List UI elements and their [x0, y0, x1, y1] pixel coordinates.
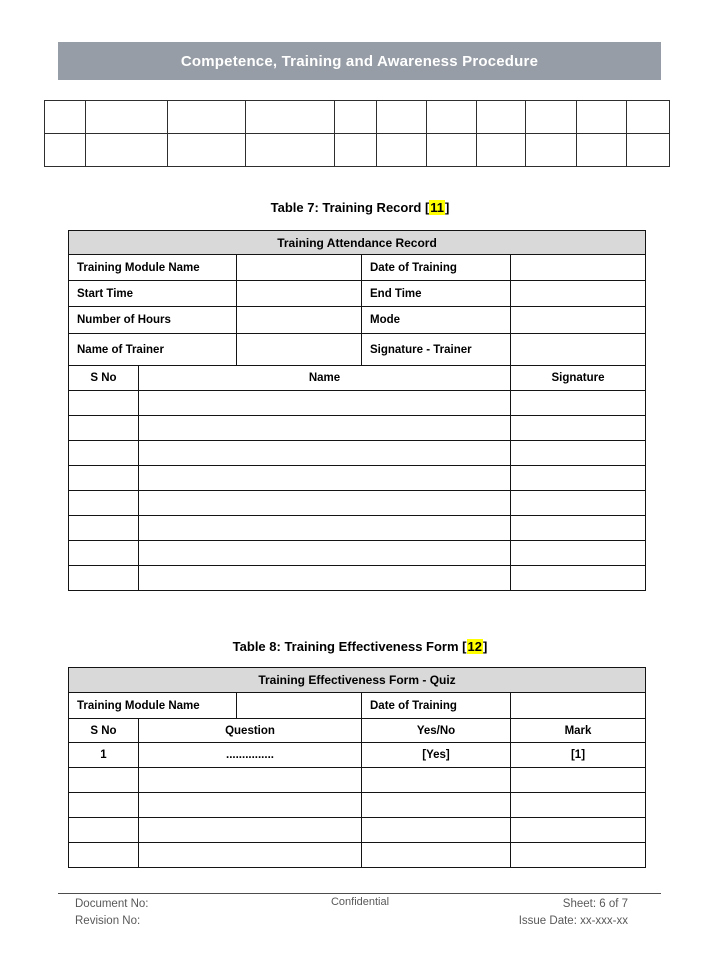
- empty-cell: [69, 566, 139, 591]
- quiz-empty-row: [69, 843, 646, 868]
- grid-cell: [427, 101, 477, 134]
- empty-cell: [511, 416, 646, 441]
- field-value-cell: [237, 255, 362, 281]
- field-value-cell: [511, 693, 646, 719]
- empty-cell: [69, 793, 139, 818]
- footer-sheet: Sheet: 6 of 7: [562, 898, 628, 910]
- attendance-empty-row: [69, 391, 646, 416]
- table8-caption-suffix: ]: [482, 639, 488, 654]
- quiz-field-row: [69, 693, 646, 719]
- top-grid-table: [44, 100, 670, 167]
- column-header-name: Name: [139, 366, 511, 391]
- field-value-cell: [237, 307, 362, 334]
- grid-cell: [246, 134, 335, 167]
- attendance-empty-row: [69, 541, 646, 566]
- field-label: Date of Training: [362, 693, 511, 719]
- empty-cell: [139, 566, 511, 591]
- attendance-field-row: [69, 307, 646, 334]
- attendance-empty-row: [69, 566, 646, 591]
- empty-cell: [511, 516, 646, 541]
- empty-cell: [139, 491, 511, 516]
- empty-cell: [139, 843, 362, 868]
- field-label: Mode: [362, 307, 511, 334]
- quiz-header-row: [69, 719, 646, 743]
- grid-cell: [477, 101, 526, 134]
- footer-document-no: Document No:: [75, 898, 149, 910]
- empty-cell: [511, 818, 646, 843]
- column-header-signature: Signature: [511, 366, 646, 391]
- empty-cell: [69, 416, 139, 441]
- empty-cell: [139, 466, 511, 491]
- column-header-s-no: S No: [69, 366, 139, 391]
- footer-right-block: [519, 896, 628, 930]
- document-title-bar: [58, 42, 661, 80]
- empty-cell: [139, 516, 511, 541]
- grid-cell: [335, 101, 377, 134]
- table7-caption: [0, 200, 720, 215]
- grid-cell: [627, 134, 670, 167]
- grid-cell: [577, 134, 627, 167]
- grid-cell: [526, 134, 577, 167]
- quiz-empty-row: [69, 818, 646, 843]
- empty-cell: [69, 818, 139, 843]
- empty-cell: [511, 793, 646, 818]
- field-label: Name of Trainer: [69, 334, 237, 366]
- grid-cell: [168, 134, 246, 167]
- grid-cell: [627, 101, 670, 134]
- empty-cell: [69, 466, 139, 491]
- field-value-cell: [511, 255, 646, 281]
- grid-cell: [377, 101, 427, 134]
- grid-row: [45, 101, 670, 134]
- grid-cell: [246, 101, 335, 134]
- grid-cell: [526, 101, 577, 134]
- quiz-table: [68, 667, 646, 868]
- attendance-empty-row: [69, 466, 646, 491]
- grid-cell: [45, 134, 86, 167]
- column-header-question: Question: [139, 719, 362, 743]
- table7-caption-highlight: 11: [430, 200, 445, 215]
- column-header-yes-no: Yes/No: [362, 719, 511, 743]
- field-label: Training Module Name: [69, 255, 237, 281]
- mark-cell: [1]: [511, 743, 646, 768]
- attendance-empty-row: [69, 441, 646, 466]
- empty-cell: [511, 491, 646, 516]
- empty-cell: [139, 768, 362, 793]
- grid-cell: [45, 101, 86, 134]
- field-label: Start Time: [69, 281, 237, 307]
- empty-cell: [511, 566, 646, 591]
- attendance-table-title: Training Attendance Record: [69, 231, 646, 255]
- s-no-cell: 1: [69, 743, 139, 768]
- question-cell: ...............: [139, 743, 362, 768]
- attendance-empty-row: [69, 491, 646, 516]
- empty-cell: [139, 416, 511, 441]
- empty-cell: [69, 843, 139, 868]
- empty-cell: [139, 793, 362, 818]
- attendance-empty-row: [69, 416, 646, 441]
- quiz-empty-row: [69, 768, 646, 793]
- quiz-title-row: [69, 668, 646, 693]
- footer-revision-no: Revision No:: [75, 915, 141, 927]
- empty-cell: [511, 466, 646, 491]
- attendance-field-row: [69, 281, 646, 307]
- field-label: Signature - Trainer: [362, 334, 511, 366]
- empty-cell: [69, 516, 139, 541]
- empty-cell: [362, 793, 511, 818]
- attendance-header-row: [69, 366, 646, 391]
- empty-cell: [139, 391, 511, 416]
- grid-cell: [427, 134, 477, 167]
- attendance-title-row: [69, 231, 646, 255]
- empty-cell: [362, 843, 511, 868]
- footer-issue-date: Issue Date: xx-xxx-xx: [518, 915, 628, 927]
- grid-cell: [86, 134, 168, 167]
- field-value-cell: [237, 281, 362, 307]
- empty-cell: [511, 768, 646, 793]
- field-value-cell: [237, 334, 362, 366]
- field-value-cell: [511, 334, 646, 366]
- quiz-empty-row: [69, 793, 646, 818]
- empty-cell: [69, 491, 139, 516]
- field-label: Training Module Name: [69, 693, 237, 719]
- empty-cell: [511, 843, 646, 868]
- attendance-field-row: [69, 255, 646, 281]
- grid-row: [45, 134, 670, 167]
- table7-caption-suffix: ]: [445, 200, 450, 215]
- field-value-cell: [511, 307, 646, 334]
- field-label: Number of Hours: [69, 307, 237, 334]
- table8-caption-highlight: 12: [467, 639, 482, 654]
- footer-confidential: Confidential: [330, 896, 390, 908]
- grid-cell: [335, 134, 377, 167]
- empty-cell: [362, 818, 511, 843]
- field-value-cell: [237, 693, 362, 719]
- grid-cell: [577, 101, 627, 134]
- grid-cell: [86, 101, 168, 134]
- empty-cell: [69, 391, 139, 416]
- empty-cell: [139, 441, 511, 466]
- empty-cell: [511, 391, 646, 416]
- column-header-s-no: S No: [69, 719, 139, 743]
- attendance-empty-row: [69, 516, 646, 541]
- empty-cell: [139, 541, 511, 566]
- attendance-field-row: [69, 334, 646, 366]
- grid-cell: [377, 134, 427, 167]
- empty-cell: [511, 541, 646, 566]
- table8-caption: [0, 639, 720, 654]
- yes-no-cell: [Yes]: [362, 743, 511, 768]
- footer-divider: [58, 893, 661, 894]
- empty-cell: [511, 441, 646, 466]
- field-label: End Time: [362, 281, 511, 307]
- field-value-cell: [511, 281, 646, 307]
- attendance-table: [68, 230, 646, 591]
- table7-caption-text: Table 7: Training Record [: [270, 200, 430, 215]
- grid-cell: [477, 134, 526, 167]
- empty-cell: [69, 441, 139, 466]
- empty-cell: [139, 818, 362, 843]
- quiz-table-title: Training Effectiveness Form - Quiz: [69, 668, 646, 693]
- empty-cell: [69, 541, 139, 566]
- field-label: Date of Training: [362, 255, 511, 281]
- quiz-data-row: [69, 743, 646, 768]
- document-title: Competence, Training and Awareness Procedure: [180, 52, 539, 70]
- grid-cell: [168, 101, 246, 134]
- column-header-mark: Mark: [511, 719, 646, 743]
- empty-cell: [69, 768, 139, 793]
- table8-caption-text: Table 8: Training Effectiveness Form [: [232, 639, 467, 654]
- empty-cell: [362, 768, 511, 793]
